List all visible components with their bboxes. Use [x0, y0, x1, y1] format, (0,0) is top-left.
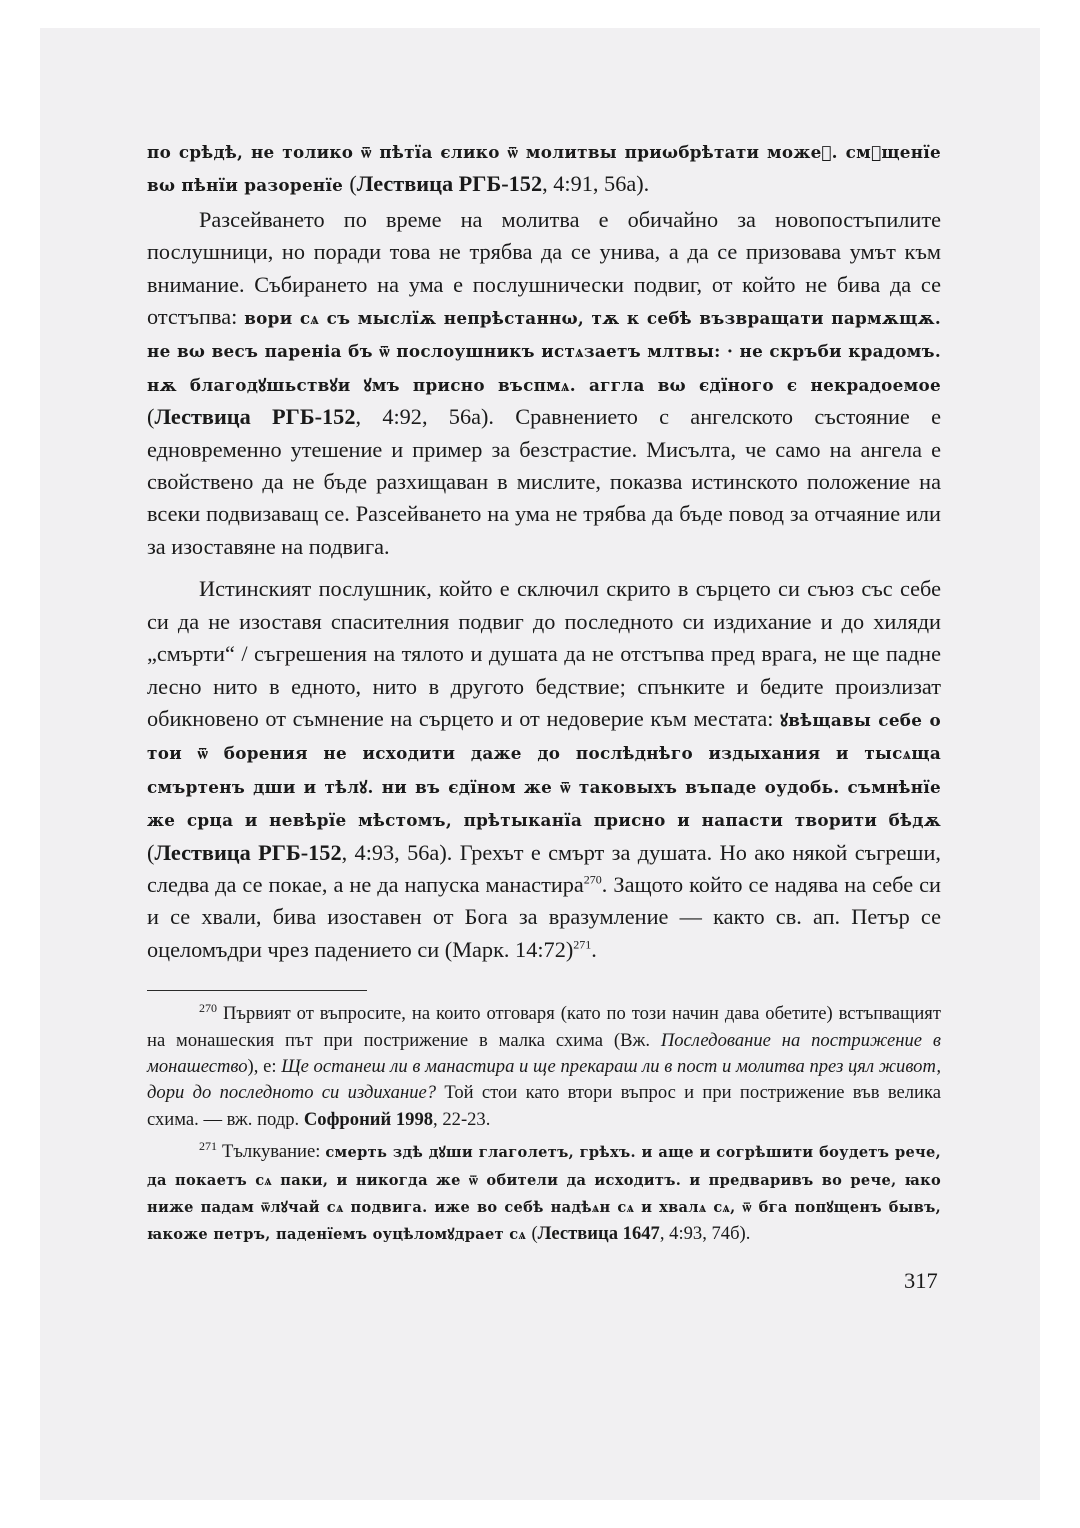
- text-run: Разсейването по време на молитва е обичайно за новопостъпилите послушници, но поради това не трябва да се унива, а да се призовава умът към внимание. Събирането на ума е послушнически подвиг, от който не бива да се отстъпва:: [147, 206, 941, 330]
- footnote-marker: 271: [199, 1139, 217, 1153]
- source-reference: Лествица РГБ-152: [356, 171, 543, 197]
- church-slavonic-quote: смерть здѣ дꙋши глаголетъ, грѣхъ. и аще и согрѣшити боудетъ рече, да покаетъ сѧ паки, и никогда же ѿ обители да исходитъ. и предваривъ во рече, ꙗко ниже падам ѿлꙋчай сѧ подвига. иже во себѣ надѣѧн сѧ и хвалѧ сѧ, ѿ бга попꙋщенъ бывъ, ꙗкоже петръ, паденїемъ оуцѣломꙋдрает сѧ: [147, 1144, 941, 1244]
- book-page: [40, 28, 1040, 1500]
- source-reference: Лествица 1647: [537, 1223, 660, 1245]
- footnote-marker: 271: [573, 937, 592, 952]
- footnote-271: [147, 1139, 941, 1249]
- footnote-marker: 270: [583, 872, 602, 887]
- church-slavonic-quote: вори сѧ съ мыслїѫ непрѣстаннω, тѫ к себѣ възвращати пармѫщѫ. не вω весъ пареніа бъ ѿ послоушникъ истѧзаетъ млтвы: · не скръби крадомъ. нѫ благодꙋшьствꙋи ꙋмъ присно въспмѧ. аггла вω єдїного є некрадоемое: [147, 308, 941, 395]
- church-slavonic-quote: ꙋвѣщавы себе о тои ѿ борения не исходити даже до послѣднѣго издыхания и тысѧща смъртенъ дши и тѣлꙋ. ни въ єдїном же ѿ таковыхъ въпаде оудобь. съмнѣнїе же срца и невѣрїе мѣстомъ, прѣтыканїа присно и напасти творити бѣдѫ: [147, 709, 941, 831]
- text-run: (: [147, 404, 155, 430]
- source-reference: Софроний 1998: [303, 1108, 434, 1130]
- page-number: 317: [904, 1268, 938, 1293]
- italic-text: Ще останеш ли в манастира и ще прекараш ли в пост и молитва през цял живот, дори до последното си издихание?: [147, 1055, 942, 1104]
- text-run: (: [349, 171, 357, 197]
- text-block: [147, 135, 941, 1249]
- text-run: Тълкувание:: [217, 1141, 326, 1163]
- source-reference: Лествица РГБ-152: [154, 404, 356, 430]
- text-run: , 4:93, 74б).: [659, 1223, 751, 1245]
- church-slavonic-quote: по срѣдѣ, не толико ѿ пѣтїа єлико ѿ молитвы приωбрѣтати можеⷮ. смꙋщенїе вω пѣнїи разоренїе: [147, 142, 941, 196]
- text-run: .: [591, 936, 597, 962]
- text-run: , 4:92, 56а). Сравнението с ангелското състояние е едновременно утешение и пример за безстрастие. Мисълта, че само на ангела е свойствено да не бъде разхищаван в мислите, показва истинското положение на всеки подвизаващ се. Разсейването на ума не трябва да бъде повод за отчаяние или за изоставяне на подвига.: [147, 404, 941, 559]
- paragraph-2: [147, 204, 941, 563]
- footnote-separator: [147, 990, 367, 991]
- text-run: Истинският послушник, който е сключил скрито в сърцето си съюз със себе си да не изоставя спасителния подвиг до последното си издихание и до хиляди „смърти“ / съгрешения на тялото и душата да не отстъпва пред врага, не ще падне лесно нито в едното, нито в другото бедствие; спънките и бедите произлизат обикновено от съмнение на сърцето и от недоверие към местата:: [147, 576, 941, 731]
- text-run: ), е:: [247, 1055, 282, 1077]
- italic-text: Последование на пострижение в монашество: [147, 1029, 941, 1077]
- footnote-270: [147, 1001, 941, 1133]
- source-reference: Лествица РГБ-152: [154, 839, 342, 865]
- text-run: . Защото който се надява на себе си и се хвали, бива изоставен от Бога за вразумление — както св. ап. Петър се оцеломъдри чрез падението си (Марк. 14:72): [147, 871, 941, 962]
- text-run: , 22-23.: [433, 1108, 491, 1130]
- text-run: Той стои като втори въпрос и при пострижение във велика схима. — вж. подр.: [147, 1082, 941, 1130]
- footnote-marker: 270: [199, 1000, 217, 1015]
- text-run: , 4:93, 56а). Грехът е смърт за душата. Но ако някой съгреши, следва да се покае, а не да напуска манастира: [147, 839, 941, 897]
- text-run: Първият от въпросите, на които отговаря (като по този начин дава обетите) встъпващият на монашеския път при пострижение в малка схима (Вж.: [147, 1003, 941, 1051]
- text-run: (: [147, 839, 155, 865]
- text-run: , 4:91, 56а).: [542, 171, 650, 197]
- text-run: (: [531, 1223, 538, 1245]
- paragraph-3: [147, 573, 941, 966]
- paragraph-1: [147, 135, 941, 202]
